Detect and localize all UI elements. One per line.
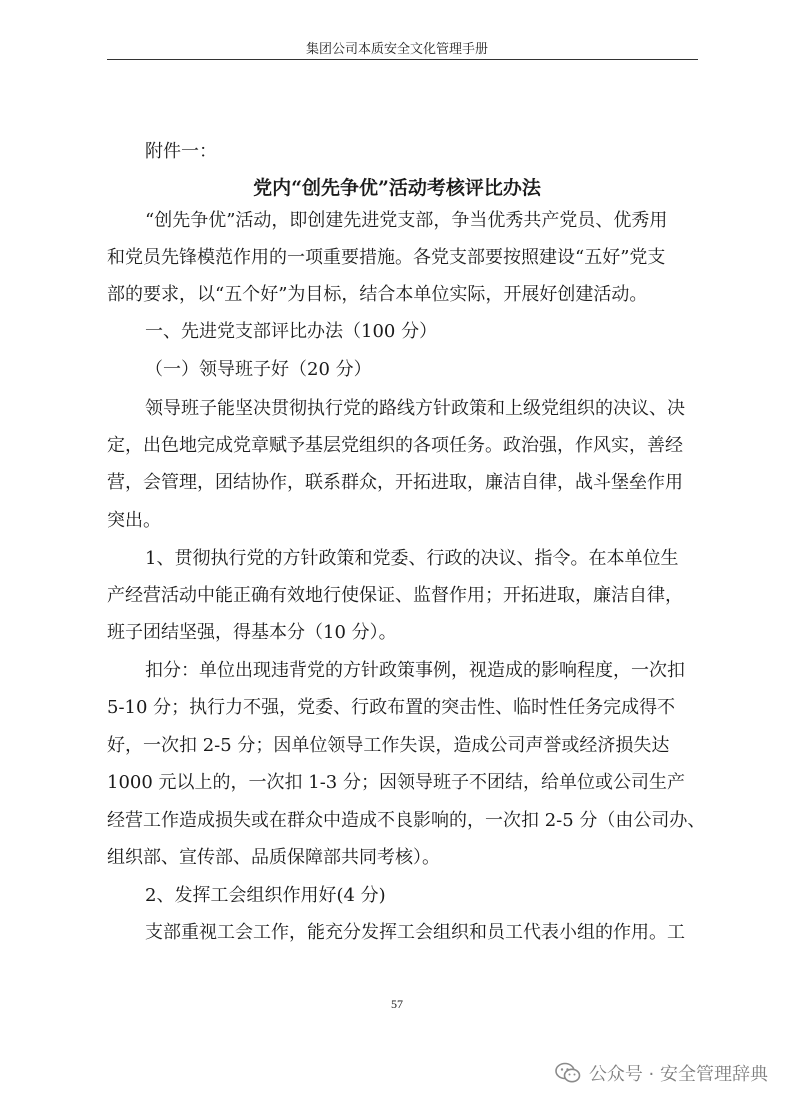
- body-line: 5-10 分；执行力不强，党委、行政布置的突击性、临时性任务完成得不: [107, 697, 676, 718]
- subsection-heading: （一）领导班子好（20 分）: [145, 359, 372, 380]
- body-line: 产经营活动中能正确有效地行使保证、监督作用；开拓进取，廉洁自律，: [107, 585, 683, 606]
- running-header: 集团公司本质安全文化管理手册: [305, 42, 488, 57]
- body-line: 营，会管理，团结协作，联系群众，开拓进取，廉洁自律，战斗堡垒作用: [107, 472, 683, 493]
- body-line: 组织部、宣传部、品质保障部共同考核）。: [107, 847, 440, 868]
- header-divider: [107, 59, 698, 60]
- body-line: 支部重视工会工作，能充分发挥工会组织和员工代表小组的作用。工: [145, 922, 685, 943]
- body-line: 定，出色地完成党章赋予基层党组织的各项任务。政治强，作风实，善经: [107, 435, 683, 456]
- page-number: 57: [391, 997, 403, 1011]
- watermark: [555, 1060, 768, 1086]
- wechat-icon: [555, 1062, 581, 1084]
- body-line: 领导班子能坚决贯彻执行党的路线方针政策和上级党组织的决议、决: [145, 398, 685, 419]
- document-title: 党内“创先争优”活动考核评比办法: [253, 177, 541, 199]
- watermark-text: 公众号 · 安全管理辞典: [588, 1064, 768, 1085]
- section-heading: 一、先进党支部评比办法（100 分）: [145, 321, 438, 342]
- subsection-heading: 2、发挥工会组织作用好(4 分): [145, 885, 386, 906]
- body-line: 好，一次扣 2-5 分；因单位领导工作失误，造成公司声誉或经济损失达: [107, 735, 670, 756]
- body-line: 班子团结坚强，得基本分（10 分）。: [107, 622, 397, 643]
- body-line: 扣分：单位出现违背党的方针政策事例，视造成的影响程度，一次扣: [145, 660, 685, 681]
- body-line: 部的要求，以“五个好”为目标，结合本单位实际，开展好创建活动。: [107, 284, 648, 305]
- body-line: 和党员先锋模范作用的一项重要措施。各党支部要按照建设“五好”党支: [107, 247, 666, 268]
- body-line: 突出。: [107, 510, 161, 531]
- body-line: 1000 元以上的，一次扣 1-3 分；因领导班子不团结，给单位或公司生产: [107, 772, 685, 793]
- body-line: 经营工作造成损失或在群众中造成不良影响的，一次扣 2-5 分（由公司办、: [107, 810, 706, 831]
- body-line: 1、贯彻执行党的方针政策和党委、行政的决议、指令。在本单位生: [145, 548, 679, 569]
- attachment-label: 附件一：: [145, 141, 217, 162]
- body-line: “创先争优”活动，即创建先进党支部，争当优秀共产党员、优秀用: [145, 210, 668, 231]
